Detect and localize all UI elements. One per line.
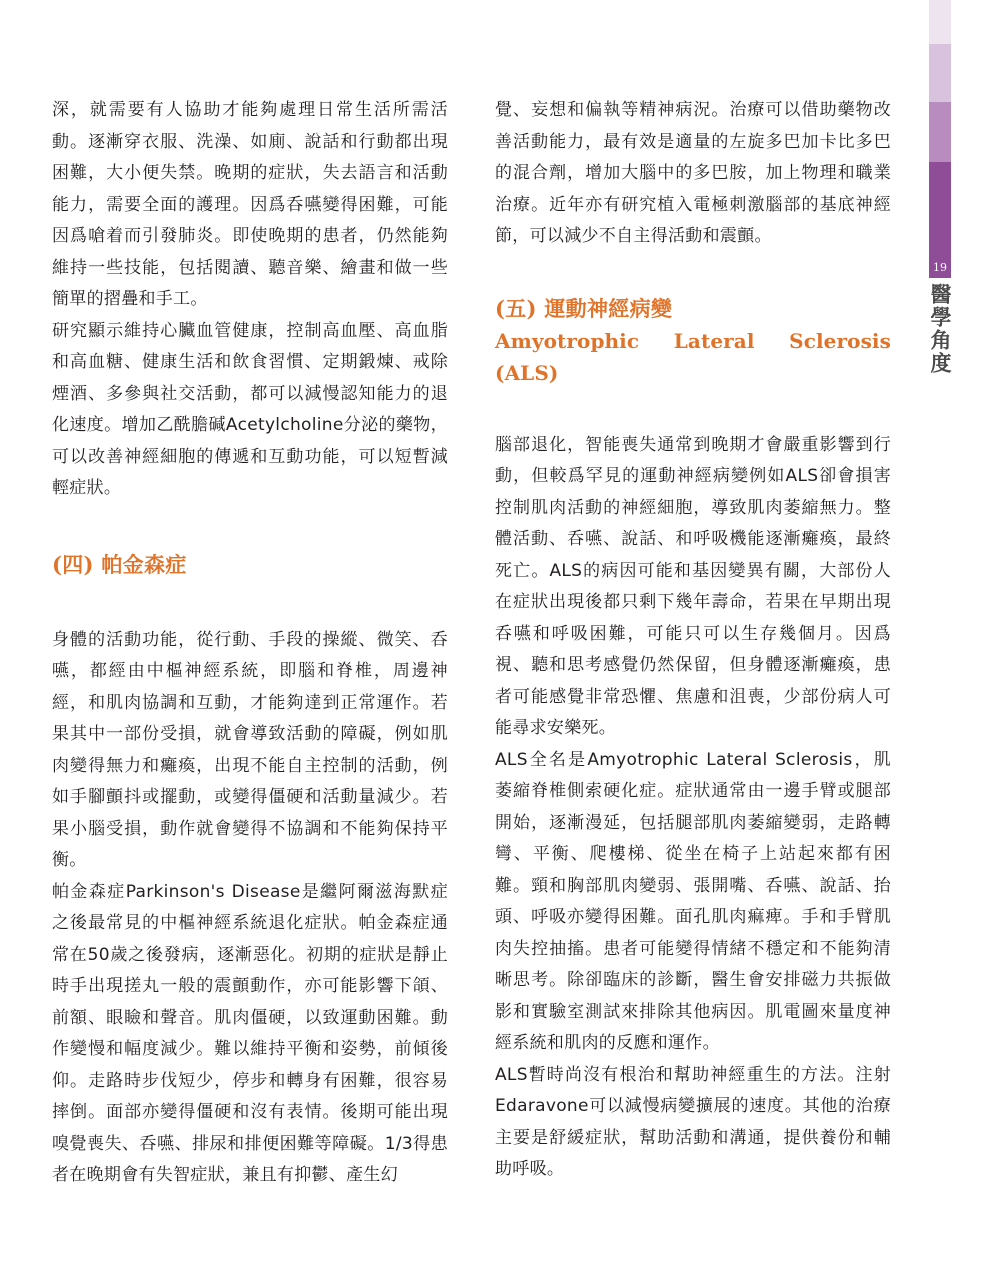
tab-band — [929, 162, 951, 258]
tab-band — [929, 102, 951, 162]
section-title-vertical: 醫學角度 — [928, 283, 953, 375]
paragraph: 研究顯示維持心臟血管健康，控制高血壓、高血脂和高血糖、健康生活和飲食習慣、定期鍛煉、戒除煙酒、多參與社交活動，都可以減慢認知能力的退化速度。增加乙酰膽碱Acetylcholine分泌的藥物，可以改善神經細胞的傳遞和互動功能，可以短暫減輕症狀。 — [52, 320, 448, 498]
paragraph: 帕金森症Parkinson's Disease是繼阿爾滋海默症之後最常見的中樞神經系統退化症狀。帕金森症通常在50歲之後發病，逐漸惡化。初期的症狀是靜止時手出現搓丸一般的震顫動作，亦可能影響下頜、前額、眼瞼和聲音。肌肉僵硬，以致運動困難。動作變慢和幅度減少。難以維持平衡和姿勢，前傾後仰。走路時步伐短少，停步和轉身有困難，很容易摔倒。面部亦變得僵硬和沒有表情。後期可能出現嗅覺喪失、呑嚥、排尿和排便困難等障礙。1/3得患者在晚期會有失智症狀，兼且有抑鬱、產生幻 — [52, 881, 448, 1185]
paragraph: ALS全名是Amyotrophic Lateral Sclerosis，肌萎縮脊椎側索硬化症。症狀通常由一邊手臂或腿部開始，逐漸漫延，包括腿部肌肉萎縮變弱，走路轉彎、平衡、爬樓梯、從坐在椅子上站起來都有困難。頸和胸部肌肉變弱、張開嘴、呑嚥、說話、抬頭、呼吸亦變得困難。面孔肌肉痲痺。手和手臂肌肉失控抽搐。患者可能變得情緒不穩定和不能夠清晰思考。除卻臨床的診斷，醫生會安排磁力共振做影和實驗室測試來排除其他病因。肌電圖來量度神經系統和肌肉的反應和運作。 — [495, 749, 891, 1053]
side-tab — [929, 0, 951, 278]
paragraph: 覺、妄想和偏執等精神病況。治療可以借助藥物改善活動能力，最有效是適量的左旋多巴加卡比多巴的混合劑，增加大腦中的多巴胺，加上物理和職業治療。近年亦有研究植入電極刺激腦部的基底神經節，可以減少不自主得活動和震顫。 — [495, 100, 891, 246]
paragraph: ALS暫時尚沒有根治和幫助神經重生的方法。注射Edaravone可以減慢病變擴展的速度。其他的治療主要是舒緩症狀，幫助活動和溝通，提供養份和輔助呼吸。 — [495, 1064, 891, 1179]
tab-band — [929, 0, 951, 44]
paragraph: 深，就需要有人協助才能夠處理日常生活所需活動。逐漸穿衣服、洗澡、如廁、說話和行動都出現困難，大小便失禁。晚期的症狀，失去語言和活動能力，需要全面的護理。因爲呑嚥變得困難，可能因爲嗆着而引發肺炎。即使晚期的患者，仍然能夠維持一些技能，包括閱讀、聽音樂、繪畫和做一些簡單的摺疊和手工。 — [52, 100, 448, 309]
section-heading-als: (五) 運動神經病變 — [495, 295, 673, 321]
page-number: 19 — [929, 258, 951, 278]
section-subheading-als-english: Amyotrophic Lateral Sclerosis (ALS) — [495, 328, 891, 385]
left-column — [52, 95, 448, 1192]
tab-band — [929, 44, 951, 102]
right-column — [495, 95, 891, 1186]
section-heading-parkinsons: (四) 帕金森症 — [52, 551, 187, 577]
paragraph: 腦部退化，智能喪失通常到晚期才會嚴重影響到行動，但較爲罕見的運動神經病變例如ALS卻會損害控制肌肉活動的神經細胞，導致肌肉萎縮無力。整體活動、呑嚥、說話、和呼吸機能逐漸癱瘓，最終死亡。ALS的病因可能和基因變異有關，大部份人在症狀出現後都只剩下幾年壽命，若果在早期出現呑嚥和呼吸困難，可能只可以生存幾個月。因爲視、聽和思考感覺仍然保留，但身體逐漸癱瘓，患者可能感覺非常恐懼、焦慮和沮喪，少部份病人可能尋求安樂死。 — [495, 434, 891, 738]
paragraph: 身體的活動功能，從行動、手段的操縱、微笑、呑嚥，都經由中樞神經系統，即腦和脊椎，周邊神經，和肌肉協調和互動，才能夠達到正常運作。若果其中一部份受損，就會導致活動的障礙，例如肌肉變得無力和癱瘓，出現不能自主控制的活動，例如手腳顫抖或擺動，或變得僵硬和活動量減少。若果小腦受損，動作就會變得不協調和不能夠保持平衡。 — [52, 629, 448, 870]
